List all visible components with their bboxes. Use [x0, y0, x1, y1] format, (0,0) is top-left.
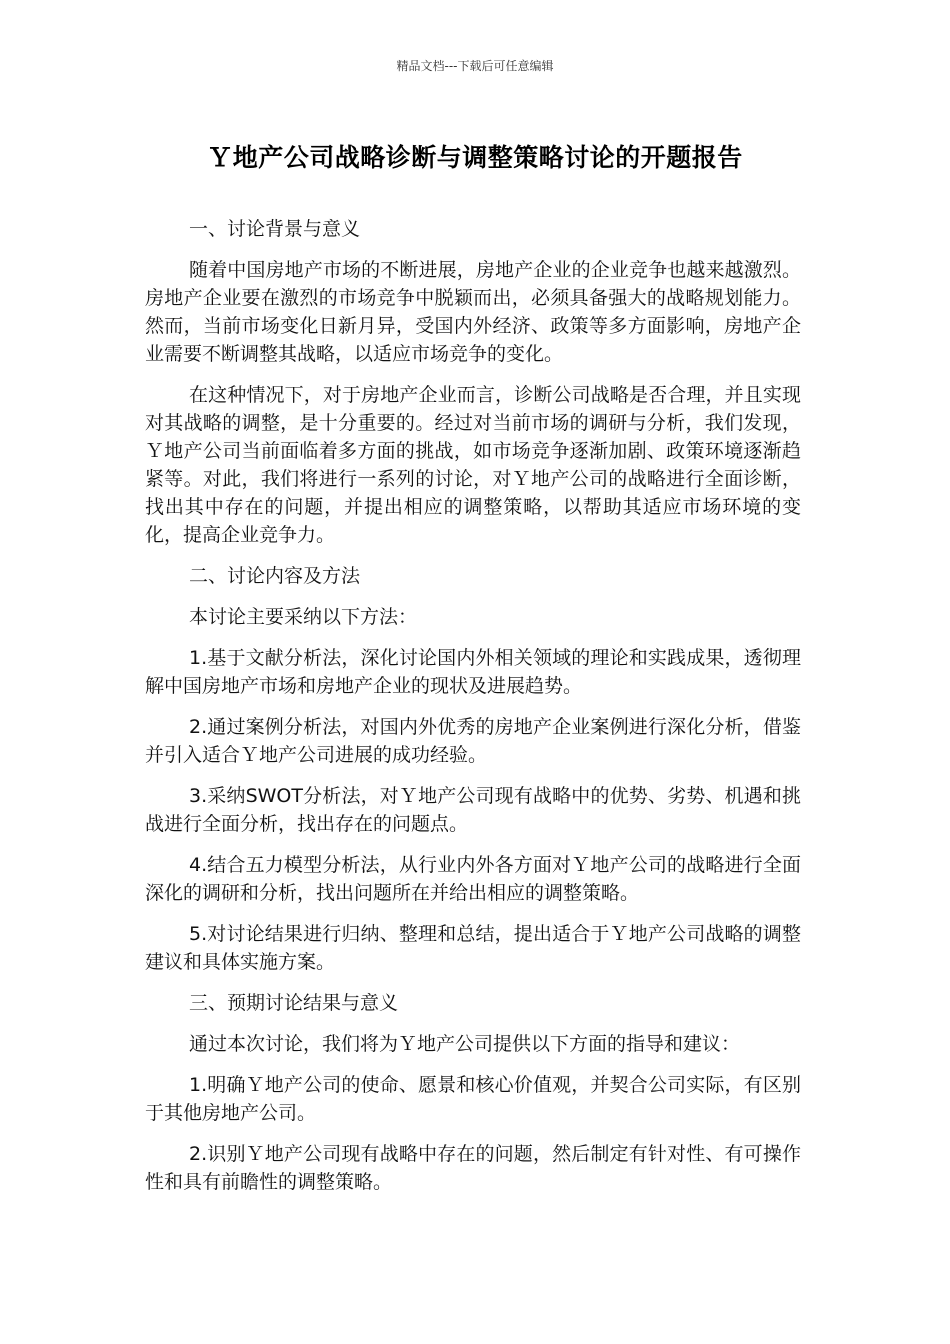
- section-heading-expected-results: 三、预期讨论结果与意义: [189, 992, 399, 1014]
- document-body: [145, 215, 801, 1209]
- list-item: 1.基于文献分析法，深化讨论国内外相关领域的理论和实践成果，透彻理解中国房地产市场和房地产企业的现状及进展趋势。: [145, 647, 801, 697]
- section-heading-background: 一、讨论背景与意义: [189, 218, 361, 240]
- paragraph: 通过本次讨论，我们将为Ｙ地产公司提供以下方面的指导和建议：: [189, 1033, 741, 1055]
- list-item: 2.识别Ｙ地产公司现有战略中存在的问题，然后制定有针对性、有可操作性和具有前瞻性的调整策略。: [145, 1143, 801, 1193]
- document-title: Ｙ地产公司战略诊断与调整策略讨论的开题报告: [207, 143, 743, 172]
- section-heading-methods: 二、讨论内容及方法: [189, 565, 361, 587]
- list-item: 1.明确Ｙ地产公司的使命、愿景和核心价值观，并契合公司实际，有区别于其他房地产公司。: [145, 1074, 801, 1124]
- paragraph: 本讨论主要采纳以下方法：: [189, 606, 418, 628]
- list-item: 2.通过案例分析法，对国内外优秀的房地产企业案例进行深化分析，借鉴并引入适合Ｙ地产公司进展的成功经验。: [145, 716, 801, 766]
- header-note: 精品文档---下载后可任意编辑: [396, 59, 554, 73]
- list-item: 4.结合五力模型分析法，从行业内外各方面对Ｙ地产公司的战略进行全面深化的调研和分析，找出问题所在并给出相应的调整策略。: [145, 854, 801, 904]
- paragraph: 在这种情况下，对于房地产企业而言，诊断公司战略是否合理，并且实现对其战略的调整，是十分重要的。经过对当前市场的调研与分析，我们发现，Ｙ地产公司当前面临着多方面的挑战，如市场竞争逐渐加剧、政策环境逐渐趋紧等。对此，我们将进行一系列的讨论，对Ｙ地产公司的战略进行全面诊断，找出其中存在的问题，并提出相应的调整策略，以帮助其适应市场环境的变化，提高企业竞争力。: [145, 384, 801, 546]
- paragraph: 随着中国房地产市场的不断进展，房地产企业的企业竞争也越来越激烈。房地产企业要在激烈的市场竞争中脱颖而出，必须具备强大的战略规划能力。然而，当前市场变化日新月异，受国内外经济、政策等多方面影响，房地产企业需要不断调整其战略，以适应市场竞争的变化。: [145, 259, 801, 365]
- list-item: 5.对讨论结果进行归纳、整理和总结，提出适合于Ｙ地产公司战略的调整建议和具体实施方案。: [145, 923, 801, 973]
- list-item: 3.采纳SWOT分析法，对Ｙ地产公司现有战略中的优势、劣势、机遇和挑战进行全面分析，找出存在的问题点。: [145, 785, 801, 835]
